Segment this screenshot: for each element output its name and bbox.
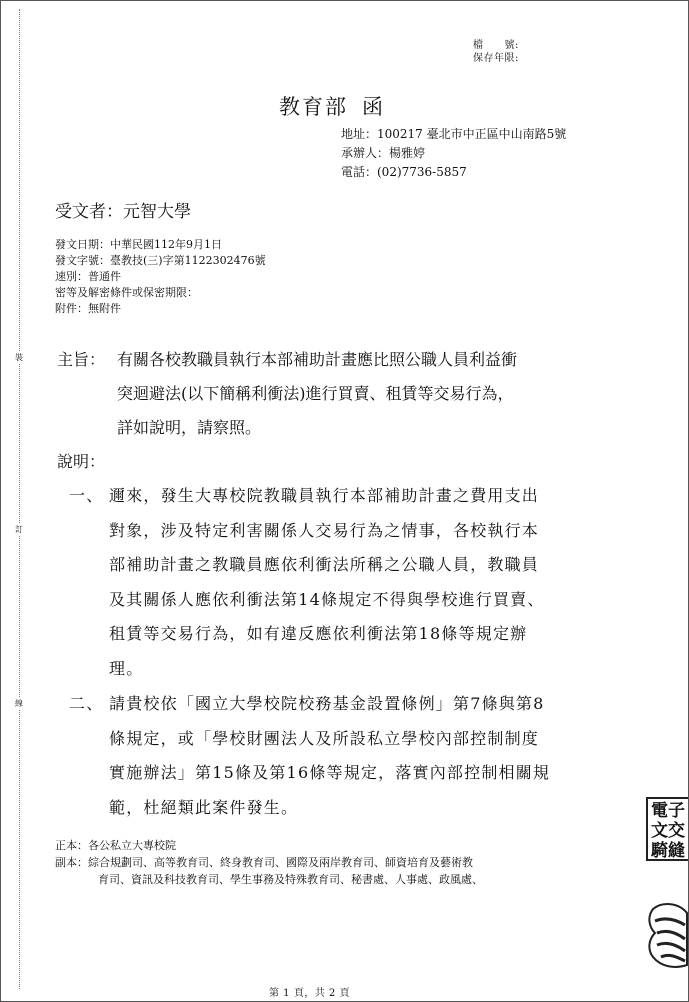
contact-block	[341, 125, 566, 182]
main-recipient: 正本：各公私立大專校院	[55, 839, 176, 852]
item-line: 邇來，發生大專校院教職員執行本部補助計畫之費用支出	[109, 486, 540, 505]
delivery-speed: 速別：普通件	[55, 270, 121, 283]
address: 地址：100217 臺北市中正區中山南路5號	[341, 127, 567, 141]
issuing-agency: 教育部	[279, 95, 348, 119]
document-type: 函	[362, 95, 385, 119]
copy-recipients-line-1: 副本：綜合規劃司、高等教育司、終身教育司、國際及兩岸教育司、師資培育及藝術教	[55, 856, 473, 869]
item-line: 實施辦法」第15條及第16條等規定，落實內部控制相關規	[109, 763, 551, 782]
binding-mark-zhuang: 裝	[15, 353, 23, 362]
document-meta	[55, 237, 266, 317]
item-line: 對象，涉及特定利害關係人交易行為之情事，各校執行本	[109, 520, 540, 540]
item-line: 部補助計畫之教職員應依利衝法所稱之公職人員，教職員	[109, 555, 540, 574]
explanation-label: 說明：	[57, 452, 106, 471]
item-number: 二、	[69, 694, 104, 713]
subject-block	[57, 343, 517, 445]
item-line: 範，杜絕類此案件發生。	[109, 797, 299, 817]
distribution-block	[55, 837, 483, 888]
subject-label: 主旨：	[57, 350, 106, 369]
item-line: 理。	[109, 658, 144, 678]
item-line: 條規定，或「學校財團法人及所設私立學校內部控制制度	[109, 728, 540, 748]
binding-line	[19, 9, 20, 989]
subject-line-3: 詳如說明，請察照。	[117, 418, 262, 437]
issue-date: 發文日期：中華民國112年9月1日	[55, 238, 222, 251]
binding-mark-xian: 線	[15, 699, 23, 708]
document-title	[279, 91, 385, 121]
file-info	[473, 39, 519, 65]
item-line: 租賃等交易行為，如有違反應依利衝法第18條等規定辦	[109, 624, 528, 643]
item-line: 及其關係人應依利衝法第14條規定不得與學校進行買賣、	[109, 589, 545, 609]
recipient: 受文者：元智大學	[55, 202, 191, 222]
retention-period-label: 保存年限:	[473, 53, 519, 64]
secrecy-level: 密等及解密條件或保密期限：	[55, 286, 198, 299]
subject-line-2: 突迴避法(以下簡稱利衝法)進行買賣、租賃等交易行為，	[117, 384, 514, 403]
attachment: 附件：無附件	[55, 302, 121, 315]
explanation-item-2	[69, 687, 550, 825]
subject-line-1: 有關各校教職員執行本部補助計畫應比照公職人員利益衝	[117, 350, 518, 369]
page-footer: 第 1 頁，共 2 頁	[269, 988, 350, 999]
document-number: 發文字號：臺教技(三)字第1122302476號	[55, 254, 266, 267]
copy-recipients-line-2: 育司、資訊及科技教育司、學生事務及特殊教育司、秘書處、人事處、政風處、	[98, 873, 483, 886]
seal-fragment-icon	[645, 899, 689, 969]
explanation-item-1	[69, 479, 545, 686]
item-line: 請貴校依「國立大學校院校務基金設置條例」第7條與第8	[109, 694, 545, 713]
handler: 承辦人：楊雅婷	[341, 146, 426, 160]
electronic-seam-stamp: 電子 文交 騎縫	[646, 797, 689, 861]
file-number-label: 檔 號:	[473, 40, 519, 51]
phone: 電話：(02)7736-5857	[341, 165, 467, 179]
binding-mark-ding: 訂	[15, 525, 23, 534]
item-number: 一、	[69, 486, 104, 505]
